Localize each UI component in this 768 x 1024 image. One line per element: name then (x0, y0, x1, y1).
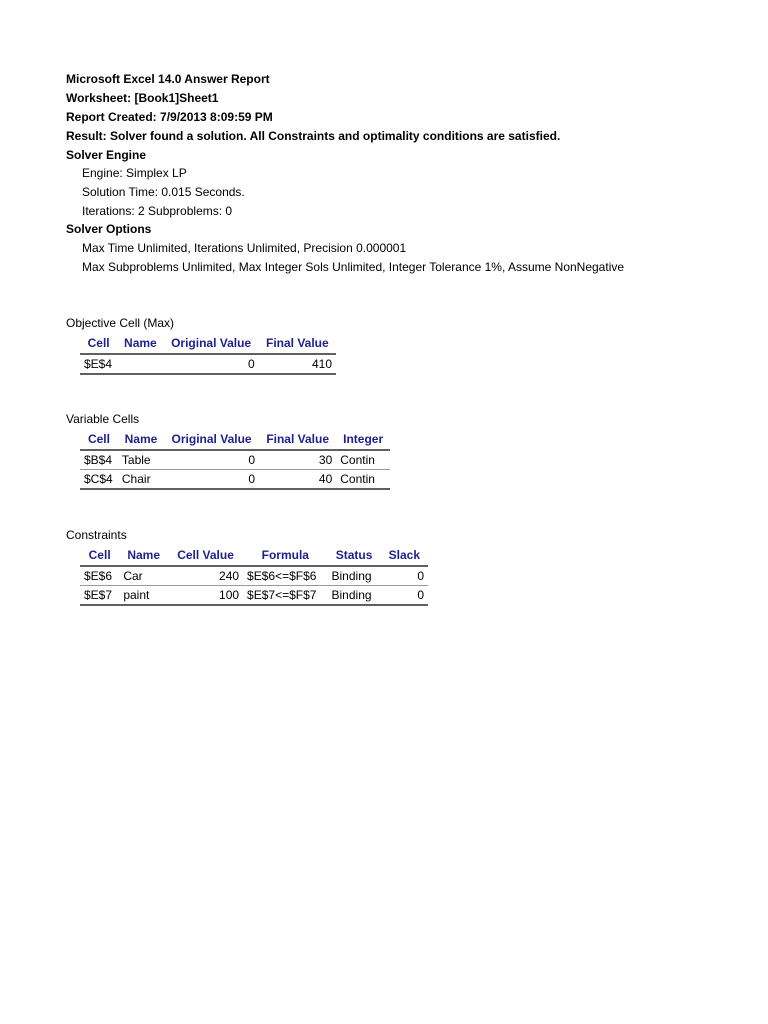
column-header: Original Value (164, 429, 259, 450)
column-header: Cell (80, 333, 117, 354)
column-header: Cell (80, 545, 119, 566)
column-header: Name (118, 429, 164, 450)
options-line-2: Max Subproblems Unlimited, Max Integer Sols Unlimited, Integer Tolerance 1%, Assume NonNegative (82, 260, 625, 274)
table-row (80, 586, 428, 606)
options-line-1: Max Time Unlimited, Iterations Unlimited, Precision 0.000001 (82, 241, 407, 255)
column-header: Final Value (259, 333, 336, 354)
table-row (80, 470, 390, 490)
column-header: Status (328, 545, 381, 566)
final-value: 40 (259, 470, 336, 490)
cell-name: Chair (118, 470, 164, 490)
solution-time-line: Solution Time: 0.015 Seconds. (82, 185, 245, 199)
table-header-row (80, 429, 390, 450)
cell-value: 100 (168, 586, 243, 606)
integer-value: Contin (336, 470, 390, 490)
formula: $E$7<=$F$7 (243, 586, 327, 606)
column-header: Name (119, 545, 168, 566)
cell-name: Car (119, 566, 168, 586)
cell-ref: $C$4 (80, 470, 118, 490)
cell-ref: $E$4 (80, 354, 117, 374)
cell-ref: $E$6 (80, 566, 119, 586)
column-header: Name (117, 333, 163, 354)
table-row (80, 566, 428, 586)
column-header: Formula (243, 545, 327, 566)
column-header: Final Value (259, 429, 336, 450)
cell-value: 240 (168, 566, 243, 586)
constraints-section-title: Constraints (66, 528, 127, 542)
iterations-line: Iterations: 2 Subproblems: 0 (82, 204, 233, 218)
column-header: Slack (381, 545, 428, 566)
original-value: 0 (163, 354, 258, 374)
status: Binding (328, 566, 381, 586)
report-title: Microsoft Excel 14.0 Answer Report (66, 72, 270, 86)
solver-engine-label: Solver Engine (66, 148, 147, 162)
final-value: 30 (259, 450, 336, 470)
table-header-row (80, 333, 336, 354)
table-row (80, 450, 390, 470)
final-value: 410 (259, 354, 336, 374)
cell-ref: $E$7 (80, 586, 119, 606)
status: Binding (328, 586, 381, 606)
solver-options-label: Solver Options (66, 222, 152, 236)
column-header: Original Value (163, 333, 258, 354)
integer-value: Contin (336, 450, 390, 470)
original-value: 0 (164, 450, 259, 470)
slack: 0 (381, 586, 428, 606)
objective-section-title: Objective Cell (Max) (66, 316, 175, 330)
table-row (80, 354, 336, 374)
variables-table (80, 429, 390, 490)
cell-ref: $B$4 (80, 450, 118, 470)
slack: 0 (381, 566, 428, 586)
cell-name: paint (119, 586, 168, 606)
column-header: Cell Value (168, 545, 243, 566)
cell-name (117, 354, 163, 374)
formula: $E$6<=$F$6 (243, 566, 327, 586)
objective-table (80, 333, 336, 375)
worksheet-line: Worksheet: [Book1]Sheet1 (66, 91, 219, 105)
engine-line: Engine: Simplex LP (82, 166, 187, 180)
column-header: Cell (80, 429, 118, 450)
original-value: 0 (164, 470, 259, 490)
cell-name: Table (118, 450, 164, 470)
variables-section-title: Variable Cells (66, 412, 140, 426)
result-line: Result: Solver found a solution. All Constraints and optimality conditions are satisfied. (66, 129, 561, 143)
report-created-line: Report Created: 7/9/2013 8:09:59 PM (66, 110, 273, 124)
table-header-row (80, 545, 428, 566)
constraints-table (80, 545, 428, 606)
column-header: Integer (336, 429, 390, 450)
